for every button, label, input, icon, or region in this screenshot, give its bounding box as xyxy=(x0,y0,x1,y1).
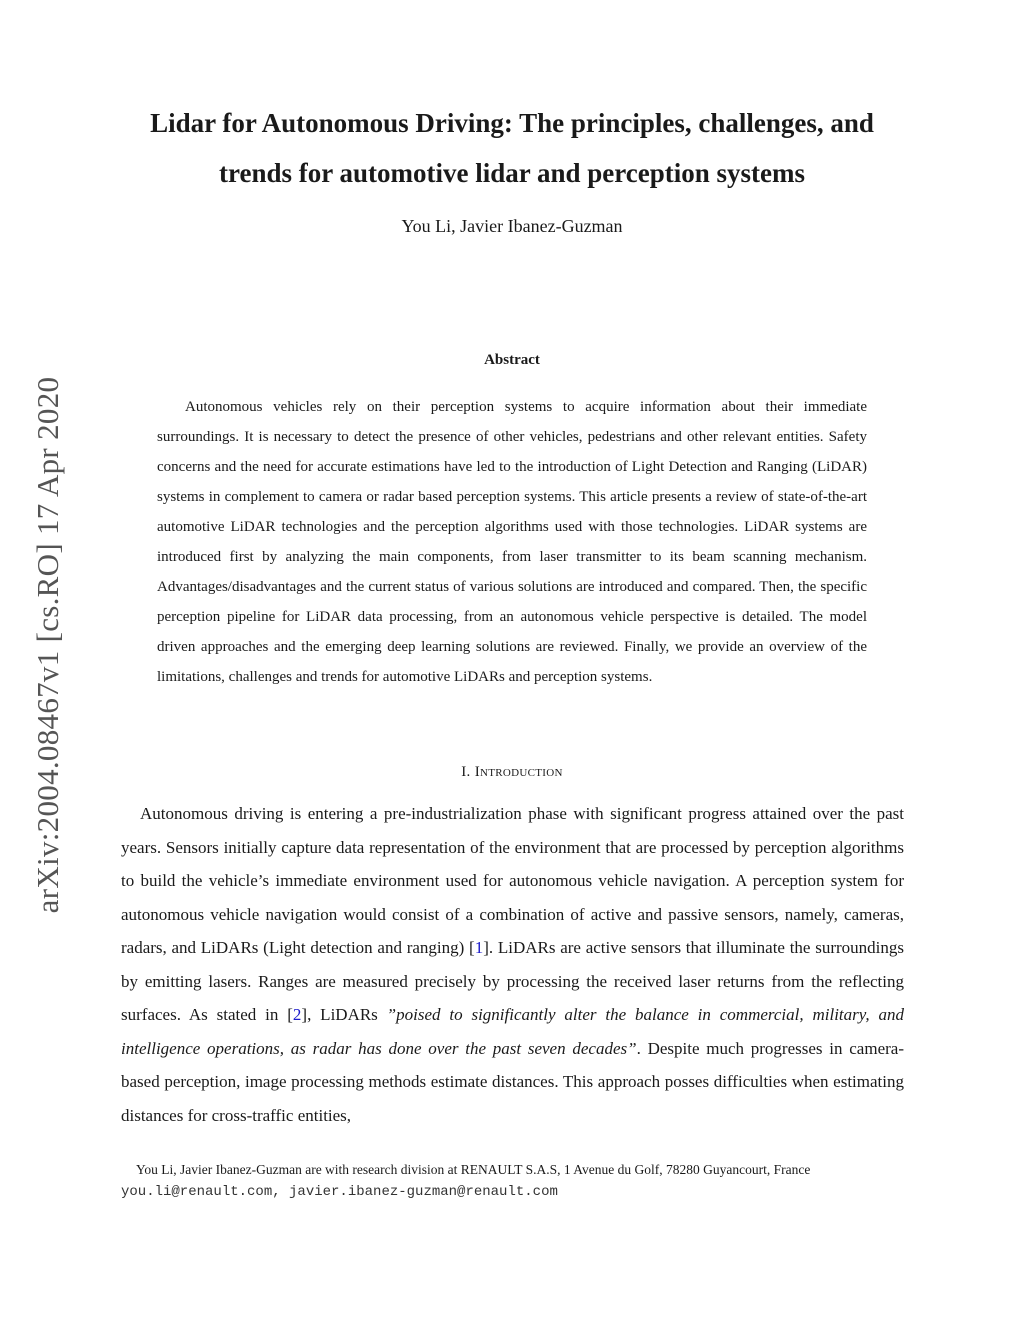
intro-text-part-3: ], LiDARs xyxy=(301,1005,387,1024)
footnote-affiliation: You Li, Javier Ibanez-Guzman are with research division at RENAULT S.A.S, 1 Avenue du Golf, 78280 Guyancourt, France xyxy=(136,1162,811,1177)
abstract-heading: Abstract xyxy=(484,352,540,368)
intro-text-part-4: . Despite much progresses in camera-based perception, image processing methods estimate distances. This approach posses difficulties when estimating distances for cross-traffic entities, xyxy=(121,1038,904,1125)
introduction-text xyxy=(121,797,904,1132)
intro-quote: ”poised to significantly alter the balance in commercial, military, and intelligence operations, as radar has done over the past seven decades” xyxy=(121,1005,904,1058)
footnote-emails: you.li@renault.com, javier.ibanez-guzman@renault.com xyxy=(121,1184,558,1200)
abstract-text: Autonomous vehicles rely on their perception systems to acquire information about their immediate surroundings. It is necessary to detect the presence of other vehicles, pedestrians and other relevant entities. Safety concerns and the need for accurate estimations have led to the introduction of Light Detection and Ranging (LiDAR) systems in complement to camera or radar based perception systems. This article presents a review of state-of-the-art automotive LiDAR technologies and the perception algorithms used with those technologies. LiDAR systems are introduced first by analyzing the main components, from laser transmitter to its beam scanning mechanism. Advantages/disadvantages and the current status of various solutions are introduced and compared. Then, the specific perception pipeline for LiDAR data processing, from an autonomous vehicle perspective is detailed. The model driven approaches and the emerging deep learning solutions are reviewed. Finally, we provide an overview of the limitations, challenges and trends for automotive LiDARs and perception systems. xyxy=(157,399,867,685)
section-heading-introduction xyxy=(112,764,912,781)
intro-text-part-2: ]. LiDARs are active sensors that illuminate the surroundings by emitting lasers. Ranges are measured precisely by processing the received laser returns from the reflecting surfaces. As stated in [ xyxy=(121,938,904,1024)
section-title: Introduction xyxy=(474,764,563,780)
citation-link-1[interactable]: 1 xyxy=(474,938,484,957)
title-line-2: trends for automotive lidar and perception systems xyxy=(219,158,805,188)
section-number: I. xyxy=(461,764,471,780)
paper-authors: You Li, Javier Ibanez-Guzman xyxy=(401,216,623,236)
title-line-1: Lidar for Autonomous Driving: The principles, challenges, and xyxy=(150,108,874,138)
arxiv-sidebar-stamp: arXiv:2004.08467v1 [cs.RO] 17 Apr 2020 xyxy=(30,376,65,914)
intro-text-part-1: Autonomous driving is entering a pre-industrialization phase with significant progress attained over the past years. Sensors initially capture data representation of the environment that are processed by perception algorithms to build the vehicle’s immediate environment used for autonomous vehicle navigation. A perception system for autonomous vehicle navigation would consist of a combination of active and passive sensors, namely, cameras, radars, and LiDARs (Light detection and ranging) [ xyxy=(121,804,904,957)
paper-title xyxy=(112,98,912,198)
citation-link-2[interactable]: 2 xyxy=(292,1005,302,1024)
